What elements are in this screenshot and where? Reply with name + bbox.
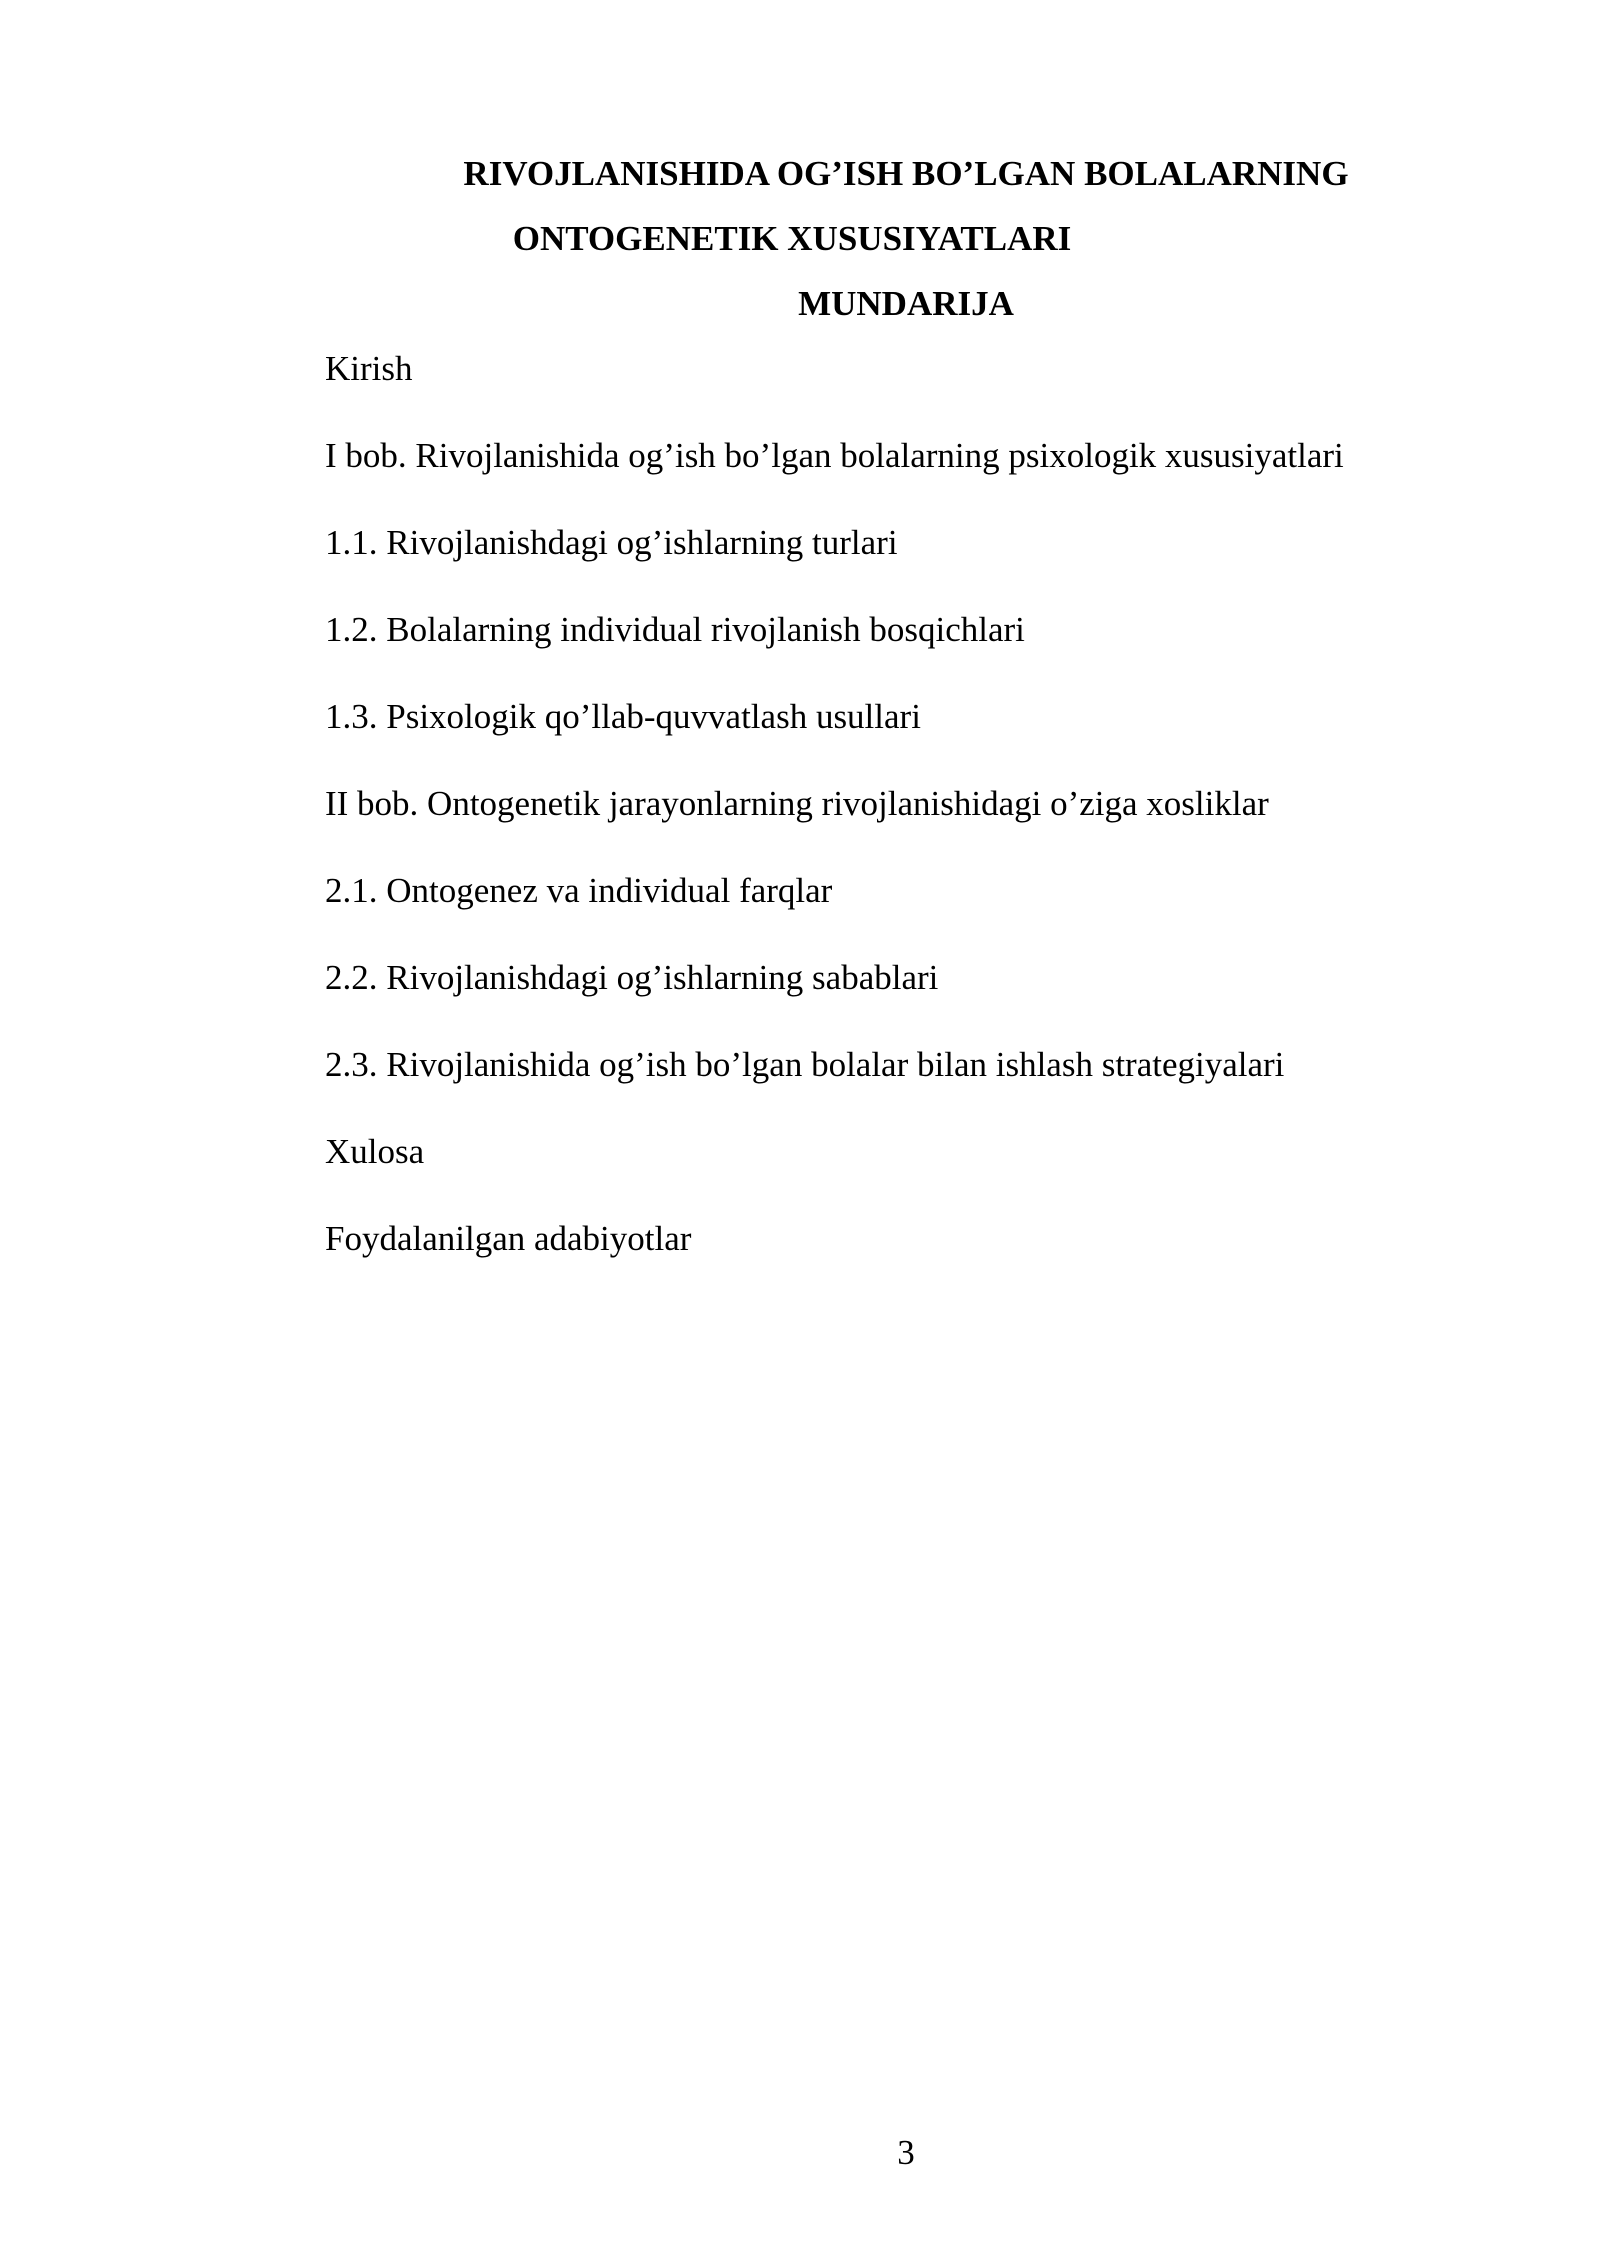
document-title-line-1: RIVOJLANISHIDA OG’ISH BO’LGAN BOLALARNING — [463, 154, 1349, 193]
toc-entry-section-2-3: 2.3. Rivojlanishida og’ish bo’lgan bolalar bilan ishlash strategiyalari — [325, 1045, 1285, 1084]
contents-heading: MUNDARIJA — [798, 284, 1014, 323]
toc-entry-section-1-2: 1.2. Bolalarning individual rivojlanish bosqichlari — [325, 610, 1025, 649]
toc-entry-section-1-1: 1.1. Rivojlanishdagi og’ishlarning turlari — [325, 523, 898, 562]
toc-entry-introduction: Kirish — [325, 349, 413, 388]
toc-entry-section-1-3: 1.3. Psixologik qo’llab-quvvatlash usullari — [325, 697, 921, 736]
toc-entry-references: Foydalanilgan adabiyotlar — [325, 1219, 692, 1258]
toc-entry-section-2-1: 2.1. Ontogenez va individual farqlar — [325, 871, 833, 910]
document-title-line-2: ONTOGENETIK XUSUSIYATLARI — [512, 219, 1072, 258]
page-number: 3 — [897, 2133, 915, 2172]
toc-entry-chapter-1: I bob. Rivojlanishida og’ish bo’lgan bolalarning psixologik xususiyatlari — [325, 436, 1344, 475]
toc-entry-conclusion: Xulosa — [325, 1132, 425, 1171]
toc-entry-chapter-2: II bob. Ontogenetik jarayonlarning rivojlanishidagi o’ziga xosliklar — [325, 784, 1269, 823]
toc-entry-section-2-2: 2.2. Rivojlanishdagi og’ishlarning sabablari — [325, 958, 939, 997]
